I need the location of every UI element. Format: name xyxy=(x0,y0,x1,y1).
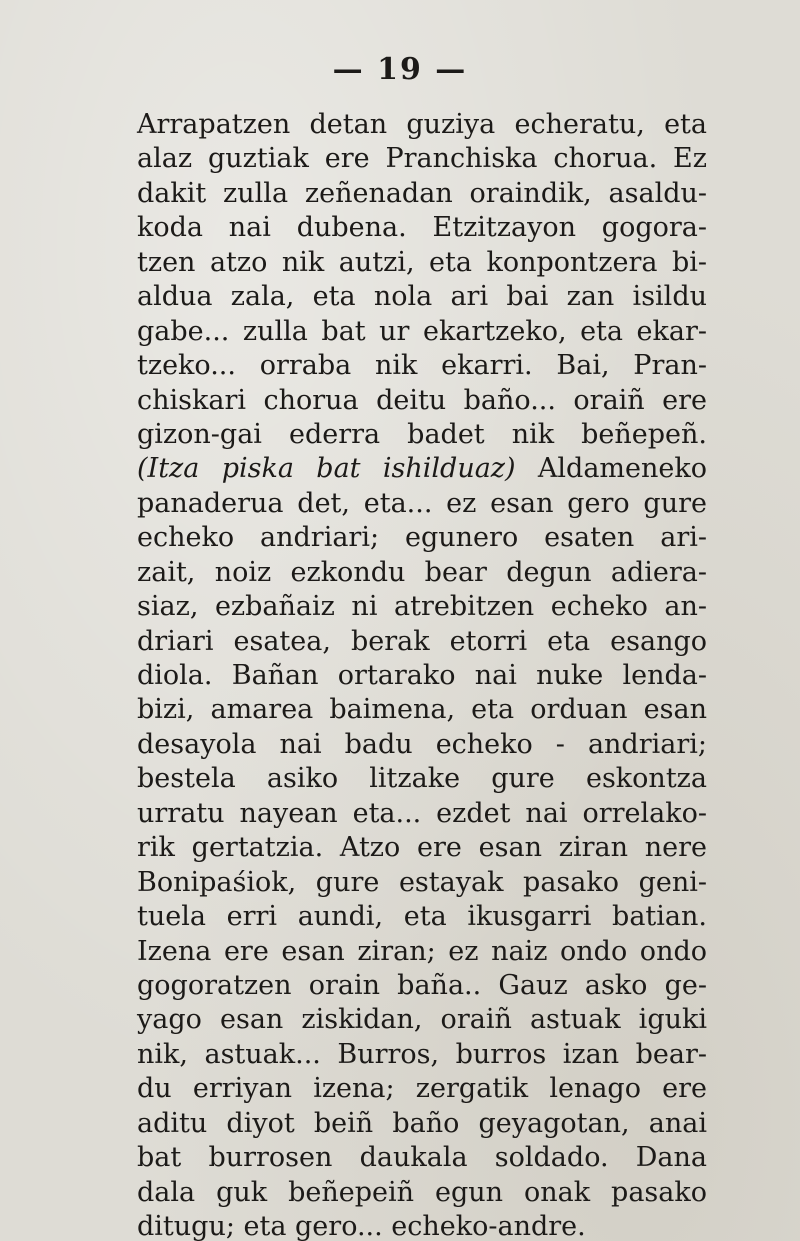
text-line xyxy=(137,1141,707,1175)
text-segment: Arrapatzen detan guziya echeratu, eta xyxy=(137,109,707,140)
text-line xyxy=(137,866,707,900)
text-line xyxy=(137,1038,707,1072)
text-line xyxy=(137,762,707,796)
text-line xyxy=(137,693,707,727)
text-segment: diola. Bañan ortarako nai nuke lenda- xyxy=(137,660,707,691)
text-line xyxy=(137,177,707,211)
text-segment: tzeko... orraba nik ekarri. Bai, Pran- xyxy=(137,350,707,382)
text-line xyxy=(137,1003,707,1037)
text-line xyxy=(137,969,707,1003)
text-line xyxy=(137,246,707,280)
text-line xyxy=(137,521,707,555)
text-segment: Bonipaśiok, gure estayak pasako geni- xyxy=(137,866,707,898)
text-line xyxy=(137,590,707,624)
text-segment: bizi, amarea baimena, eta orduan esan xyxy=(137,694,707,726)
text-segment: tzen atzo nik autzi, eta konpontzera bi- xyxy=(137,246,707,278)
text-line xyxy=(137,728,707,762)
text-line xyxy=(137,487,707,521)
text-segment: koda nai dubena. Etzitzayon gogora- xyxy=(137,212,707,244)
text-segment: aldua zala, eta nola ari bai zan isildu xyxy=(137,281,707,313)
text-segment: dala guk beñepeiñ egun onak pasako xyxy=(137,1176,707,1208)
text-segment: driari esatea, berak etorri eta esango xyxy=(137,625,707,657)
text-segment: du erriyan izena; zergatik lenago ere xyxy=(137,1073,707,1105)
text-line xyxy=(137,280,707,314)
text-segment: Aldameneko xyxy=(515,453,707,485)
text-segment: rik gertatzia. Atzo ere esan ziran nere xyxy=(137,832,707,864)
text-segment: panaderua det, eta... ez esan gero gure xyxy=(137,487,707,519)
text-line xyxy=(137,556,707,590)
body-text xyxy=(137,108,707,1241)
text-segment: Izena ere esan ziran; ez naiz ondo ondo xyxy=(137,935,707,967)
text-line xyxy=(137,142,707,176)
text-line xyxy=(137,418,707,452)
stage-direction: (Itza piska bat ishilduaz) xyxy=(137,453,516,485)
text-line xyxy=(137,625,707,659)
text-segment: gogoratzen orain baña.. Gauz asko ge- xyxy=(137,969,707,1001)
text-segment: dakit zulla zeñenadan oraindik, asaldu- xyxy=(137,177,707,209)
text-line xyxy=(137,1210,707,1241)
text-segment: aditu diyot beiñ baño geyagotan, anai xyxy=(137,1107,707,1139)
text-line xyxy=(137,1176,707,1210)
text-segment: ditugu; eta gero... echeko-andre. xyxy=(137,1211,586,1241)
text-line xyxy=(137,349,707,383)
text-segment: chiskari chorua deitu baño... oraiñ ere xyxy=(137,384,707,416)
text-line xyxy=(137,384,707,418)
text-segment: bestela asiko litzake gure eskontza xyxy=(137,763,707,795)
text-segment: zait, noiz ezkondu bear degun adiera- xyxy=(137,556,707,588)
text-line xyxy=(137,315,707,349)
text-line xyxy=(137,659,707,693)
text-segment: tuela erri aundi, eta ikusgarri batian. xyxy=(137,901,707,933)
text-segment: bat burrosen daukala soldado. Dana xyxy=(137,1142,707,1174)
text-segment: gabe... zulla bat ur ekartzeko, eta ekar- xyxy=(137,315,707,347)
text-line xyxy=(137,452,707,486)
text-line xyxy=(137,108,707,142)
page-number: — 19 — xyxy=(332,52,468,87)
text-line xyxy=(137,935,707,969)
text-segment: yago esan ziskidan, oraiñ astuak iguki xyxy=(137,1004,707,1036)
text-line xyxy=(137,211,707,245)
text-line xyxy=(137,1107,707,1141)
text-line xyxy=(137,1072,707,1106)
text-segment: desayola nai badu echeko - andriari; xyxy=(137,728,707,760)
text-segment: nik, astuak... Burros, burros izan bear- xyxy=(137,1038,707,1070)
text-segment: siaz, ezbañaiz ni atrebitzen echeko an- xyxy=(137,591,707,623)
text-line xyxy=(137,797,707,831)
text-segment: alaz guztiak ere Pranchiska chorua. Ez xyxy=(137,143,707,175)
text-segment: gizon-gai ederra badet nik beñepeñ. xyxy=(137,418,707,450)
text-line xyxy=(137,831,707,865)
text-segment: echeko andriari; egunero esaten ari- xyxy=(137,522,707,554)
text-line xyxy=(137,900,707,934)
text-segment: urratu nayean eta... ezdet nai orrelako- xyxy=(137,797,707,829)
